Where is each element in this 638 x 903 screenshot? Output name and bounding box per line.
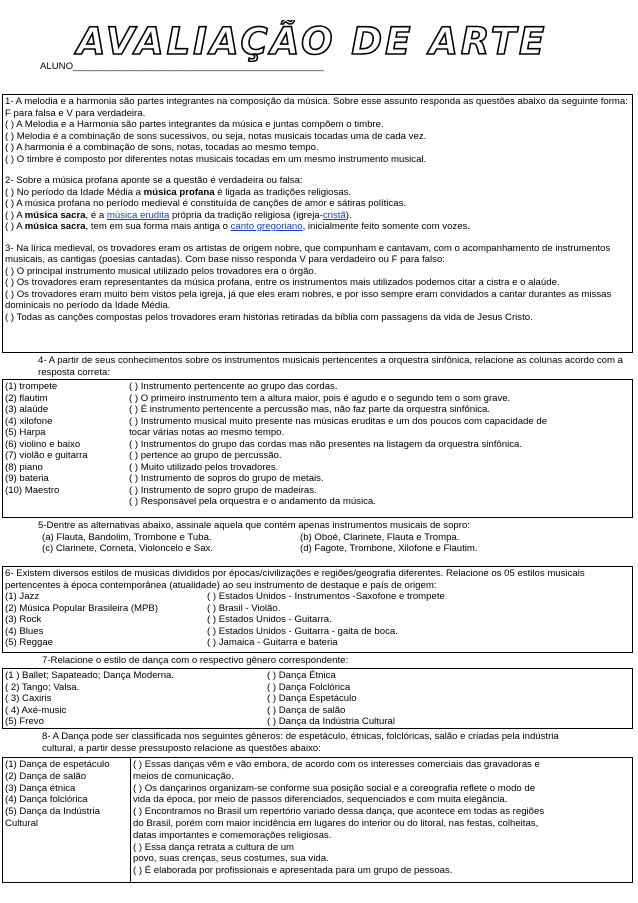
- page-title: [40, 20, 585, 62]
- student-name-field[interactable]: ALUNO_______________________________________________: [40, 61, 324, 72]
- q4-right-item: ( ) Instrumento pertencente ao grupo das cordas.: [129, 381, 338, 392]
- q8-left-item: (5) Dança da Indústria: [5, 806, 100, 818]
- q1-item: ( ) A harmonia é a combinação de sons, notas, tocadas ao mesmo tempo.: [5, 142, 319, 153]
- q8-right-item: ( ) Os dançarinos organizam-se conforme sua posição social e a coreografia reflete o modo de: [133, 782, 536, 794]
- q8-right-item: ( ) Essas danças vêm e vão embora, de acordo com os interesses comerciais das gravadoras e: [133, 759, 540, 770]
- q4-left-item: (2) flautim: [5, 392, 48, 404]
- q4-right-item: ( ) Responsável pela orquestra e o andamento da música.: [129, 496, 376, 507]
- q7-left-item: ( 2) Tango; Valsa.: [5, 681, 80, 693]
- q7-right-item: ( ) Dança da Indústria Cultural: [267, 716, 395, 727]
- q4-right-item: ( ) É instrumento pertencente a percussão mas, não faz parte da orquestra sinfônica.: [129, 404, 491, 415]
- q4-left-item: (5) Harpa: [5, 427, 46, 438]
- q4-left-item: (3) alaúde: [5, 404, 49, 415]
- q8-right-item: datas importantes e comemorações religiosas.: [133, 829, 332, 841]
- q5-option-d[interactable]: (d) Fagote, Trombone, Xilofone e Flautim.: [300, 543, 478, 554]
- q7-right-item: ( ) Dança Folclórica: [267, 681, 351, 693]
- page-title-text: AVALIAÇÃO DE ARTE: [76, 20, 548, 62]
- q2-item: ( ) A música profana no período medieval é constituída de canções de amor e sátiras políticas.: [5, 198, 407, 209]
- q7-match: [5, 670, 630, 728]
- q2-item: ( ) A música sacra, tem em sua forma mais antiga o canto gregoriano, inicialmente feito somente com vozes.: [5, 221, 471, 232]
- q8-right-item: meios de comunicação.: [133, 770, 234, 782]
- q6-right-item: ( ) Jamaica - Guitarra e bateria: [207, 637, 338, 648]
- q4-right-item: ( ) pertence ao grupo de percussão.: [129, 450, 282, 461]
- q7-box: [2, 668, 633, 729]
- q8-left-item: (2) Dança de salão: [5, 770, 87, 782]
- q1-stem: 1- A melodia e a harmonia são partes integrantes na composição da música. Sobre esse assunto responda as questões abaixo da seguinte forma: F para falsa e V para verdadeira.: [5, 96, 628, 119]
- q4-right-item: ( ) Instrumento musical muito presente nas músicas eruditas e um dos poucos com capacidade de: [129, 415, 548, 427]
- q8-stem: 8- A Dança pode ser classificada nos seguintes gêneros: de espetáculo, étnicas, folclóricas, salão e criadas pela indústria cultural, a partir desse pressuposto relacione as questões abaixo:: [42, 731, 559, 754]
- q4-right-item: tocar várias notas ao mesmo tempo.: [129, 427, 285, 438]
- q4-stem: 4- A partir de seus conhecimentos sobre os instrumentos musicais pertencentes a orquestra sinfônica, relacione as colunas acordo com a resposta correta:: [38, 355, 623, 378]
- q3-stem: 3- Na lírica medieval, os trovadores eram os artistas de origem nobre, que compunham e cantavam, com o acompanhamento de instrumentos musicais, as cantigas (poesias cantadas). Com base nisso responda V para verdadeiro ou F para falso:: [5, 242, 611, 265]
- q3-item: ( ) Os trovadores eram representantes da música profana, entre os instrumentos mais utilizados podemos citar a cistra e o alaúde.: [5, 277, 560, 288]
- q5-block: [2, 520, 638, 555]
- q4-left-item: (8) piano: [5, 461, 43, 473]
- q6-match: [5, 591, 630, 649]
- q3-item: ( ) Todas as canções compostas pelos trovadores eram histórias retiradas da bíblia com passagens da vida de Jesus Cristo.: [5, 311, 533, 323]
- q1-item: ( ) Melodia é a combinação de sons sucessivos, ou seja, notas musicais tocadas uma de cada vez.: [5, 130, 427, 142]
- q4-left-item: (4) xilofone: [5, 415, 53, 427]
- link-canto-gregoriano[interactable]: canto gregoriano: [230, 221, 303, 232]
- q8-right-column: [131, 758, 632, 882]
- q7-right-item: ( ) Dança de salão: [267, 704, 346, 716]
- q8-left-item: (3) Dança étnica: [5, 782, 76, 794]
- q6-left-item: (5) Reggae: [5, 637, 53, 648]
- q3-item: ( ) Os trovadores eram muito bem vistos pela igreja, já que eles eram nobres, e por isso sempre eram convidados a cantar durantes as missas dominicais no período da Idade Média.: [5, 288, 612, 311]
- q5-option-a[interactable]: (a) Flauta, Bandolim, Trombone e Tuba.: [42, 531, 212, 543]
- link-musica-erudita[interactable]: música erudita: [106, 209, 170, 221]
- q1-item: ( ) O timbre é composto por diferentes notas musicais tocadas em um mesmo instrumento musical.: [5, 153, 427, 165]
- q8-left-item: (1) Dança de espetáculo: [5, 759, 110, 770]
- q6-right-item: ( ) Estados Unidos - Guitarra.: [207, 614, 332, 625]
- q4-box: [2, 379, 633, 518]
- q8-right-item: do Brasil, porém com maior incidência em lugares do interior ou do litoral, nas festas, colheitas,: [133, 817, 539, 829]
- link-crista[interactable]: cristã: [322, 209, 346, 221]
- q4-left-item: (1) trompete: [5, 381, 58, 392]
- q4-left-item: (9) bateria: [5, 473, 49, 484]
- q4-left-item: (7) violão e guitarra: [5, 450, 88, 461]
- q6-right-item: ( ) Estados Unidos - Instrumentos -Saxofone e trompete: [207, 591, 445, 602]
- q4-right-item: ( ) Instrumento de sopros do grupo de metais.: [129, 473, 324, 484]
- q5-options: [38, 532, 638, 555]
- q4-left-item: (10) Maestro: [5, 484, 60, 496]
- q6-left-item: (1) Jazz: [5, 591, 40, 602]
- q4-right-item: ( ) Instrumento de sopro grupo de madeiras.: [129, 484, 317, 496]
- q4-right-item: ( ) Muito utilizado pelos trovadores.: [129, 461, 279, 473]
- q8-match: [3, 758, 632, 882]
- q8-box: [2, 757, 633, 883]
- q6-right-item: ( ) Brasil - Violão.: [207, 602, 281, 614]
- q3-item: ( ) O principal instrumento musical utilizado pelos trovadores era o órgão.: [5, 265, 317, 277]
- q2-item: ( ) No período da Idade Média a música profana é ligada as tradições religiosas.: [5, 186, 352, 198]
- q8-right-item: vida da época, por meio de passos diferenciados, sequenciados e com muita elegância.: [133, 794, 508, 806]
- q1-item: ( ) A Melodia e a Harmonia são partes integrantes da música e juntas compõem o timbre.: [5, 119, 384, 130]
- q8-right-item: ( ) Essa dança retrata a cultura de um: [133, 841, 295, 853]
- q6-box: [2, 566, 633, 653]
- q7-left-item: (1 ) Ballet; Sapateado; Dança Moderna.: [5, 670, 175, 681]
- q6-left-item: (4) Blues: [5, 625, 44, 637]
- q7-right-item: ( ) Dança Espetáculo: [267, 693, 357, 704]
- q5-stem: 5-Dentre as alternativas abaixo, assinale aquela que contém apenas instrumentos musicais de sopro:: [38, 520, 470, 531]
- q8-left-column: [3, 758, 131, 882]
- q8-left-item: (4) Dança folclórica: [5, 794, 88, 806]
- q7-right-item: ( ) Dança Étnica: [267, 670, 336, 681]
- q8-right-item: ( ) É elaborada por profissionais e apresentada para um grupo de pessoas.: [133, 865, 453, 877]
- q4-right-item: ( ) O primeiro instrumento tem a altura maior, pois é agudo e o segundo tem o som grave.: [129, 392, 511, 404]
- q6-stem: 6- Existem diversos estilos de musicas divididos por épocas/civilizações e regiões/geografia diferentes. Relacione os 05 estilos musicais pertencentes à época contemporânea (atualidade) ao seu instrumento de destaque e país de origem:: [5, 568, 585, 591]
- q6-left-item: (3) Rock: [5, 614, 42, 625]
- q2-stem: 2- Sobre a música profana aponte se a questão é verdadeira ou falsa:: [5, 175, 303, 186]
- q6-right-item: ( ) Estados Unidos - Guitarra - gaita de boca.: [207, 625, 398, 637]
- q5-option-c[interactable]: (c) Clarinete, Corneta, Violoncelo e Sax.: [42, 543, 213, 554]
- q4-left-item: (6) violino e baixo: [5, 438, 81, 450]
- q7-left-item: ( 4) Axé-music: [5, 704, 67, 716]
- q4-right-column: [129, 381, 630, 508]
- q2-item: ( ) A música sacra, é a música erudita própria da tradição religiosa (igreja-cristã).: [5, 209, 352, 221]
- q7-left-item: (5) Frevo: [5, 716, 44, 727]
- q8-left-item: Cultural: [5, 817, 39, 829]
- q4-right-item: ( ) Instrumentos do grupo das cordas mas não presentes na listagem da orquestra sinfônica.: [129, 438, 523, 450]
- q7-stem: 7-Relacione o estilo de dança com o respectivo gênero correspondente:: [42, 655, 349, 666]
- q4-left-column: [5, 381, 129, 508]
- q5-option-b[interactable]: (b) Oboé, Clarinete, Flauta e Trompa.: [300, 531, 460, 543]
- questions-1-3-box: [2, 94, 633, 353]
- q6-left-item: (2) Música Popular Brasileira (MPB): [5, 602, 159, 614]
- q7-left-item: ( 3) Caxiris: [5, 693, 52, 704]
- q8-right-item: ( ) Encontramos no Brasil um repertório variado dessa dança, que acontece em todas as regiões: [133, 806, 545, 818]
- q8-right-item: povo, suas crenças, seus costumes, sua vida.: [133, 853, 329, 865]
